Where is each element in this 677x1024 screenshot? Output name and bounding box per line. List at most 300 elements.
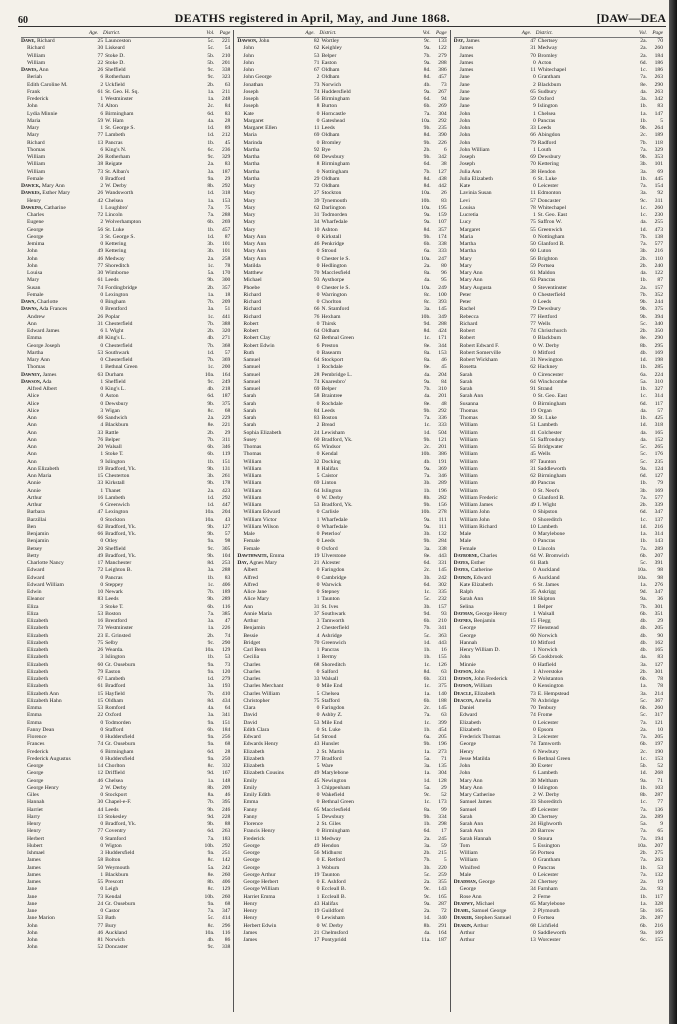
entry-name xyxy=(237,821,307,828)
entry-age: 0 xyxy=(533,233,536,240)
entry-page: 87 xyxy=(657,277,663,284)
entry-volume: 2b. xyxy=(639,850,647,856)
register-entry xyxy=(237,183,446,190)
register-entry xyxy=(237,372,446,379)
entry-page: 169 xyxy=(654,929,663,936)
entry-page: 174 xyxy=(438,233,447,240)
entry-given-name: Hannah xyxy=(27,799,45,806)
entry-age: 0 xyxy=(100,516,104,523)
entry-district: Oldham xyxy=(321,132,340,139)
entry-given-name: Sarah xyxy=(243,415,257,421)
entry-page: 83 xyxy=(441,197,447,204)
entry-page: 216 xyxy=(654,523,663,530)
entry-district: W. Derby xyxy=(321,494,344,501)
entry-name xyxy=(21,778,91,785)
register-page xyxy=(18,8,666,1016)
entry-name xyxy=(237,799,307,806)
register-entry xyxy=(21,169,230,176)
entry-given-name: Elizabeth Ann xyxy=(27,690,59,697)
entry-page: 178 xyxy=(221,480,231,487)
entry-surname: Dawthwaite, xyxy=(237,552,269,559)
entry-age: 13 xyxy=(97,813,104,820)
entry-name xyxy=(237,379,307,386)
register-entry xyxy=(454,263,663,270)
entry-given-name: Sarah xyxy=(243,407,257,414)
entry-volume: 1c. xyxy=(423,683,431,690)
entry-given-name: Elizabeth xyxy=(459,719,481,726)
entry-name xyxy=(454,270,524,277)
entry-given-name: Male xyxy=(459,871,472,878)
entry-volume: 1c. xyxy=(207,581,215,588)
entry-age: 55 xyxy=(530,444,536,450)
entry-given-name: Elizabeth xyxy=(27,654,49,661)
entry-page: 95 xyxy=(441,277,447,284)
entry-page: 19 xyxy=(657,879,663,885)
register-entry xyxy=(21,350,230,357)
entry-age: 29 xyxy=(313,175,320,182)
register-entry xyxy=(21,466,230,473)
entry-given-name: Jonathan xyxy=(243,81,264,88)
register-entry xyxy=(454,691,663,698)
entry-age: 8 xyxy=(316,465,320,472)
entry-page: 240 xyxy=(654,262,663,269)
entry-volume: 2c. xyxy=(423,444,431,450)
entry-given-name: Emily xyxy=(243,777,258,784)
entry-volume: 6b. xyxy=(639,676,647,682)
entry-age: 2 xyxy=(100,183,104,189)
entry-page: 188 xyxy=(438,697,447,704)
entry-district: Hexham xyxy=(321,313,341,320)
entry-name xyxy=(21,415,91,422)
entry-volume: 6d. xyxy=(423,828,431,835)
entry-district: Hatfield xyxy=(537,661,557,668)
entry-given-name: Mary Ann xyxy=(40,183,65,189)
entry-volume: 7a. xyxy=(640,835,647,842)
entry-page: 344 xyxy=(438,342,447,349)
entry-page: 156 xyxy=(438,502,447,508)
entry-page: 342 xyxy=(654,96,663,102)
entry-name xyxy=(454,480,524,487)
entry-volume: 2a. xyxy=(640,726,647,733)
entry-name xyxy=(21,154,91,161)
entry-age: 61 xyxy=(530,270,536,276)
entry-volume: 3b. xyxy=(207,473,215,479)
entry-age: 3 xyxy=(100,603,104,610)
entry-surname: Dawns, xyxy=(21,306,38,313)
entry-page: 352 xyxy=(654,291,663,298)
entry-volume: 6b. xyxy=(639,610,647,617)
entry-district: Ashridge xyxy=(321,632,342,639)
register-entry xyxy=(21,807,230,814)
entry-name xyxy=(454,466,524,473)
entry-page: 73 xyxy=(224,661,231,668)
entry-age: 6 xyxy=(533,574,536,581)
entry-volume: 8b. xyxy=(423,494,431,501)
entry-given-name: John xyxy=(243,59,254,66)
entry-age: 49 xyxy=(530,806,536,813)
entry-page: 282 xyxy=(438,494,447,501)
entry-given-name: Benjamin xyxy=(472,618,496,624)
entry-volume: 5c. xyxy=(640,712,647,719)
entry-name xyxy=(454,850,524,857)
entry-name xyxy=(21,96,91,103)
entry-name xyxy=(21,836,91,843)
entry-page: 218 xyxy=(221,386,231,392)
entry-page: 137 xyxy=(654,516,663,523)
entry-given-name: George xyxy=(27,770,44,777)
entry-page: 457 xyxy=(438,74,447,81)
entry-district: Chesterfield xyxy=(105,320,133,327)
register-entry xyxy=(237,923,446,930)
entry-volume: 1c. xyxy=(423,719,431,726)
register-entry xyxy=(237,843,446,850)
entry-district: Brighton xyxy=(537,255,558,262)
header-page: Page xyxy=(435,30,447,36)
register-entry xyxy=(21,705,230,712)
entry-given-name: Edward xyxy=(27,567,45,574)
entry-page: 200 xyxy=(221,364,231,371)
entry-page: 363 xyxy=(438,632,447,639)
entry-given-name: Benjamin xyxy=(27,531,49,537)
entry-name xyxy=(21,263,91,270)
entry-name xyxy=(21,190,91,197)
entry-district: Stockport xyxy=(105,792,127,798)
entry-volume: 7b. xyxy=(207,589,215,595)
entry-district: Marylebone xyxy=(537,900,565,907)
entry-name xyxy=(454,553,524,560)
entry-age: 15 xyxy=(97,697,104,704)
entry-volume: 9a. xyxy=(423,219,431,226)
register-entry xyxy=(237,901,446,908)
entry-volume: 5c. xyxy=(640,458,647,465)
entry-district: Alverstoke xyxy=(537,668,563,675)
register-entry xyxy=(237,937,446,944)
entry-name xyxy=(21,299,91,306)
header-page: Page xyxy=(219,30,231,36)
entry-page: 69 xyxy=(657,168,663,175)
entry-name xyxy=(21,45,91,52)
entry-district: Stepney xyxy=(321,589,340,595)
entry-age: 5 xyxy=(533,842,536,849)
entry-name xyxy=(454,473,524,480)
register-entry xyxy=(454,140,663,147)
entry-district: Keighley xyxy=(321,45,342,52)
entry-district: Kirkstall xyxy=(321,233,342,240)
entry-district: Basearm xyxy=(321,349,342,356)
entry-district: Stockport xyxy=(321,357,344,363)
entry-district: E. Grinsted xyxy=(105,632,131,639)
entry-page: 151 xyxy=(221,719,231,726)
entry-given-name: John xyxy=(257,38,270,44)
entry-volume: 7a. xyxy=(640,828,647,835)
register-entry xyxy=(454,169,663,176)
entry-name xyxy=(454,118,524,125)
entry-age: 83 xyxy=(97,596,104,603)
entry-given-name: George Joseph xyxy=(27,342,60,349)
entry-district: Wandsworth xyxy=(105,190,134,197)
entry-page: 311 xyxy=(222,436,231,443)
register-entry xyxy=(454,908,663,915)
register-entry xyxy=(21,74,230,81)
entry-name xyxy=(21,147,91,154)
register-entry xyxy=(21,850,230,857)
entry-volume: 5b. xyxy=(207,52,215,59)
entry-age: 0 xyxy=(533,400,536,407)
entry-age: 10 xyxy=(313,226,320,233)
register-entry xyxy=(454,901,663,908)
entry-page: 246 xyxy=(221,806,231,813)
entry-given-name: Emma xyxy=(27,335,42,342)
entry-name xyxy=(237,103,307,110)
entry-age: 53 xyxy=(313,502,320,508)
entry-given-name: William Wilson xyxy=(243,523,279,530)
entry-age: 9 xyxy=(100,458,104,465)
entry-page: 68 xyxy=(224,900,231,907)
entry-volume: 8a. xyxy=(423,806,431,813)
entry-volume: 9a. xyxy=(423,900,431,907)
entry-volume: 8c. xyxy=(207,922,215,929)
entry-given-name: John xyxy=(472,668,485,675)
entry-given-name: Maria xyxy=(459,233,474,240)
entry-surname: Dawson, xyxy=(21,378,42,385)
entry-district: Leicester xyxy=(537,734,559,740)
entry-page: 301 xyxy=(654,668,663,675)
entry-given-name: Lucy xyxy=(459,219,472,226)
entry-given-name: Louisa xyxy=(459,204,475,211)
entry-age: 39 xyxy=(313,197,320,204)
entry-district: Halifax xyxy=(321,900,339,907)
entry-volume: 1b. xyxy=(423,726,431,733)
entry-name xyxy=(237,285,307,292)
register-entry xyxy=(21,430,230,437)
entry-district: Radford xyxy=(537,139,557,146)
entry-age: 46 xyxy=(313,241,320,247)
entry-volume: 1a. xyxy=(207,291,215,298)
entry-district: Launceston xyxy=(105,38,131,44)
entry-district: Bromley xyxy=(537,52,558,59)
entry-given-name: John xyxy=(243,45,254,52)
entry-name xyxy=(21,285,91,292)
entry-district: Shipston xyxy=(537,509,558,516)
entry-volume: 7a. xyxy=(423,110,431,117)
entry-age: 0 xyxy=(316,668,320,675)
entry-page: 342 xyxy=(438,154,447,160)
entry-district: Hendon xyxy=(537,168,556,175)
register-entry xyxy=(21,285,230,292)
entry-given-name: William xyxy=(459,473,478,479)
entry-page: 399 xyxy=(438,719,447,726)
entry-name xyxy=(454,633,524,640)
entry-given-name: Annie xyxy=(27,480,41,487)
entry-name xyxy=(454,306,524,313)
entry-volume: 10a. xyxy=(204,929,215,936)
register-entry xyxy=(237,502,446,509)
entry-volume: 1c. xyxy=(640,516,647,523)
entry-name xyxy=(237,183,307,190)
entry-page: 159 xyxy=(438,212,447,218)
register-entry xyxy=(454,335,663,342)
entry-district: Dewsbury xyxy=(105,400,129,407)
register-entry xyxy=(237,828,446,835)
entry-age: 53 xyxy=(97,705,104,711)
entry-volume: 1d. xyxy=(639,523,647,530)
entry-given-name: William James xyxy=(459,502,493,508)
entry-volume: 10a. xyxy=(637,567,647,574)
entry-page: 78 xyxy=(657,683,663,690)
entry-name xyxy=(454,662,524,669)
register-entry xyxy=(454,640,663,647)
entry-page: 351 xyxy=(654,610,663,617)
entry-page: 63 xyxy=(224,81,231,88)
header-age: Age. xyxy=(89,30,99,36)
entry-volume: 2b. xyxy=(639,502,647,508)
entry-volume: 6b. xyxy=(423,676,431,682)
entry-name xyxy=(21,118,91,125)
entry-page: 196 xyxy=(438,487,447,494)
entry-volume: 6d. xyxy=(423,161,431,168)
entry-name xyxy=(237,923,307,930)
entry-age: 23 xyxy=(97,632,104,639)
entry-page: 210 xyxy=(438,618,447,624)
entry-district: Chesterfield xyxy=(105,342,133,349)
entry-page: 207 xyxy=(654,842,663,849)
entry-volume: 7b. xyxy=(423,168,431,175)
entry-volume: 2a. xyxy=(640,284,647,291)
entry-name xyxy=(454,234,524,241)
entry-name xyxy=(237,937,307,944)
entry-district: Blackburn xyxy=(105,871,129,878)
entry-name xyxy=(454,567,524,574)
page-header xyxy=(18,8,666,27)
entry-volume: 6b. xyxy=(423,103,431,110)
entry-given-name: Benjamin xyxy=(243,625,266,632)
entry-volume: 1a. xyxy=(207,777,215,784)
entry-age: 87 xyxy=(530,458,536,465)
entry-given-name: Kate Elizabeth xyxy=(459,581,493,588)
entry-given-name: Richard xyxy=(243,299,262,305)
register-entry xyxy=(237,176,446,183)
entry-given-name: John xyxy=(459,770,471,777)
entry-given-name: Jane xyxy=(459,96,470,102)
entry-page: 78 xyxy=(224,262,231,269)
entry-age: 24 xyxy=(530,879,536,885)
entry-given-name: Richard xyxy=(243,313,262,320)
entry-volume: 5a. xyxy=(640,821,647,827)
register-entry xyxy=(454,575,663,582)
page-title: DEATHS registered in April, May, and June 1868. xyxy=(174,11,451,25)
entry-age: 49 xyxy=(313,842,320,849)
entry-given-name: Mary xyxy=(243,212,256,218)
entry-volume: 1c. xyxy=(640,67,647,73)
entry-district: Saddleworth xyxy=(537,465,567,472)
entry-page: 71 xyxy=(441,755,447,762)
entry-page: 45 xyxy=(224,139,231,146)
entry-volume: 5c. xyxy=(423,871,431,878)
register-entry xyxy=(21,836,230,843)
register-entry xyxy=(454,531,663,538)
entry-name xyxy=(21,908,91,915)
entry-given-name: George xyxy=(27,763,44,769)
entry-district: Westminster xyxy=(105,625,133,632)
entry-age: 0 xyxy=(316,509,320,516)
register-entry xyxy=(454,422,663,429)
entry-volume: 9b. xyxy=(207,400,215,407)
entry-volume: 9b. xyxy=(423,233,431,240)
entry-page: 191 xyxy=(438,458,447,465)
entry-name xyxy=(454,509,524,516)
entry-district: Uckfield xyxy=(105,81,125,88)
entry-age: 1 xyxy=(533,610,536,617)
entry-volume: 7a. xyxy=(640,871,647,878)
entry-given-name: James xyxy=(459,45,474,52)
entry-page: 153 xyxy=(438,349,447,356)
entry-district: Macclesfield xyxy=(321,806,351,813)
entry-name xyxy=(237,763,307,770)
entry-age: 49 xyxy=(530,502,536,508)
entry-page: 338 xyxy=(438,241,447,247)
entry-name xyxy=(21,865,91,872)
entry-page: 350 xyxy=(654,328,663,334)
entry-given-name: Matthew xyxy=(243,270,264,276)
entry-district: Sheffield xyxy=(105,67,126,73)
entry-given-name: Amelia xyxy=(473,697,492,704)
register-entry xyxy=(237,147,446,154)
entry-district: Bradford, Yk. xyxy=(105,531,137,537)
entry-volume: 7a. xyxy=(207,908,215,914)
entry-given-name: Female xyxy=(27,291,44,298)
entry-volume: 7b. xyxy=(207,357,215,363)
entry-district: Abingdon xyxy=(537,132,561,139)
entry-name xyxy=(21,901,91,908)
register-entry xyxy=(21,241,230,248)
entry-page: 48 xyxy=(441,400,447,407)
entry-age: 0 xyxy=(100,821,104,827)
entry-page: 251 xyxy=(221,850,231,856)
entry-page: 72 xyxy=(441,908,447,914)
register-entry xyxy=(454,198,663,205)
entry-given-name: Sarah xyxy=(243,422,257,429)
entry-given-name: Samuel xyxy=(243,357,261,363)
entry-page: 52 xyxy=(657,763,663,769)
entry-age: 5 xyxy=(316,473,320,479)
register-entry xyxy=(237,756,446,763)
entry-volume: 9b. xyxy=(639,299,647,305)
entry-given-name: Ann Elizabeth xyxy=(27,465,60,472)
entry-name xyxy=(237,328,307,335)
entry-name xyxy=(21,212,91,219)
entry-page: 207 xyxy=(654,552,663,559)
entry-page: 18 xyxy=(224,291,231,298)
register-entry xyxy=(454,582,663,589)
entry-name xyxy=(21,328,91,335)
entry-age: 0 xyxy=(533,371,536,378)
entry-given-name: William xyxy=(27,168,46,175)
register-entry xyxy=(454,96,663,103)
entry-given-name: Benjamin xyxy=(27,538,49,545)
entry-age: 66 xyxy=(97,415,104,421)
register-entry xyxy=(454,111,663,118)
entry-volume: 6d. xyxy=(639,400,647,407)
entry-volume: 1b. xyxy=(639,893,647,900)
entry-name xyxy=(454,894,524,901)
entry-volume: 9b. xyxy=(423,407,431,414)
entry-district: King's L. xyxy=(105,335,126,342)
register-entry xyxy=(454,183,663,190)
entry-volume: 6b. xyxy=(207,444,215,450)
entry-given-name: Mary Ann xyxy=(459,277,483,284)
entry-volume: 3a. xyxy=(207,712,215,719)
entry-district: Manchester xyxy=(105,560,132,566)
